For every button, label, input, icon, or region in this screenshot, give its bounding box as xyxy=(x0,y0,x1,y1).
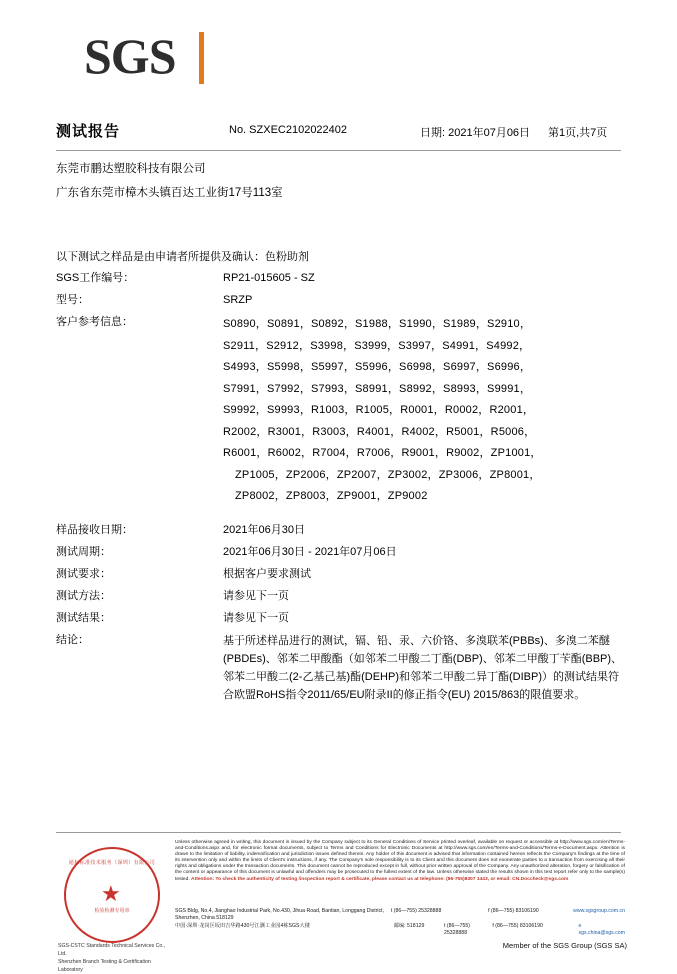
customer-reference-row xyxy=(56,314,626,508)
report-header xyxy=(56,120,626,146)
page-count: 第1页,共7页 xyxy=(548,127,608,139)
field-value: 请参见下一页 xyxy=(223,611,289,624)
star-icon: ★ xyxy=(101,881,121,906)
field-value: 请参见下一页 xyxy=(223,589,289,602)
field-label: 测试周期： xyxy=(56,545,111,558)
stamp-caption-line1: SGS-CSTC Standards Technical Services Co., Ltd. xyxy=(58,943,166,957)
field-value: SRZP xyxy=(223,294,253,306)
address-row xyxy=(175,923,625,938)
address-fax: f (86—755) 83106190 xyxy=(488,908,539,914)
address-cn: 中国·深圳·龙岗区坂田吉华路430号江灏工业园4栋SGS大楼 xyxy=(175,922,310,929)
list-item: S0890，S0891，S0892，S1988，S1990，S1989，S2910， xyxy=(223,318,532,330)
list-item: R2002，R3001，R3003，R4001，R4002，R5001，R5006， xyxy=(223,425,536,438)
conclusion-text: 基于所述样品进行的测试，镉、铅、汞、六价铬、多溴联苯(PBBs)、多溴二苯醚(PBDEs)、邻苯二甲酸酯（如邻苯二甲酸二丁酯(DBP)、邻苯二甲酸丁苄酯(BBP)、邻苯二甲酸二(2-乙基己基)酯(DEHP)和邻苯二甲酸二异丁酯(DIBP)）的测试结果符合欧盟RoHS指令2011/65/EU附录II的修正指令(EU) 2015/863的限值要求。 xyxy=(223,634,623,701)
list-item: S7991，S7992，S7993，S8991，S8992，S8993，S9991， xyxy=(223,382,532,395)
list-item: ZP8002，ZP8003，ZP9001，ZP9002 xyxy=(235,490,428,502)
disclaimer-text: Unless otherwise agreed in writing, this document is issued by the Company subject to its General Conditions of Service printed overleaf, available on request or accessible at http://www.sgs.com/en/Terms-and-Conditions.aspx and, for electronic format documents, subject to Terms and Conditions for Electronic Documents at http://www.sgs.com/en/Terms-and-Conditions/Terms-e-Document.aspx. Attention is drawn to the limitation of liability, indemnification and jurisdiction issues defined therein. Any holder of this document is advised that information contained hereon reflects the Company's findings at the time of its intervention only and within the limits of Client's instructions, if any. The Company's sole responsibility is to its Client and this document does not exonerate parties to a transaction from exercising all their rights and obligations under the transaction documents. This document cannot be reproduced except in full, without prior written approval of the Company. Any unauthorized alteration, forgery or falsification of the content or appearance of this document is unlawful and offenders may be prosecuted to the fullest extent of the law. Unless otherwise stated the results shown in this test report refer only to the sample(s) tested. xyxy=(175,840,625,882)
field-label: 测试要求： xyxy=(56,567,111,580)
sample-statement: 以下测试之样品是由申请者所提供及确认：色粉助剂 xyxy=(56,251,309,263)
field-label: 测试方法： xyxy=(56,589,111,602)
field-label: 结论： xyxy=(56,633,89,646)
list-item: S4993，S5998，S5997，S5996，S6998，S6997，S6996， xyxy=(223,361,532,373)
page-title: 测试报告 xyxy=(56,123,121,140)
address-fax: f (86—755) 83106190 xyxy=(492,922,543,929)
field-row xyxy=(56,270,626,286)
footer-divider xyxy=(56,832,621,833)
footer-disclaimer xyxy=(175,840,625,883)
list-item: S9992，S9993，R1003，R1005，R0001，R0002，R2001， xyxy=(223,404,535,416)
field-row xyxy=(56,610,626,626)
sgs-logo-accent-bar xyxy=(199,32,204,84)
field-value: 2021年06月30日 - 2021年07月06日 xyxy=(223,545,397,558)
address-zip: 邮编: 518129 xyxy=(393,922,425,929)
sgs-logo-text: SGS xyxy=(84,28,176,84)
company-address: 广东省东莞市樟木头镇百达工业街17号113室 xyxy=(56,187,283,199)
company-name: 东莞市鹏达塑胶科技有限公司 xyxy=(56,163,206,175)
field-value: RP21-015605 - SZ xyxy=(223,272,315,284)
address-tel: t (86—755) 25328888 xyxy=(444,922,470,937)
list-item: S2911，S2912，S3998，S3999，S3997，S4991，S4992， xyxy=(223,339,531,352)
report-date: 日期: 2021年07月06日 xyxy=(420,127,531,139)
stamp-caption-line2: Shenzhen Branch Testing & Certification Laboratory xyxy=(58,959,151,973)
field-label: 样品接收日期： xyxy=(56,523,133,536)
list-item: R6001，R6002，R7004，R7006，R9001，R9002，ZP1001， xyxy=(223,447,542,459)
address-row xyxy=(175,908,625,923)
field-label: 测试结果： xyxy=(56,611,111,624)
conclusion-row xyxy=(56,632,626,704)
field-row xyxy=(56,522,626,538)
field-row xyxy=(56,588,626,604)
field-row xyxy=(56,566,626,582)
field-label: 客户参考信息： xyxy=(56,316,133,328)
address-web[interactable]: www.sgsgroup.com.cn xyxy=(573,908,625,914)
field-value: 根据客户要求测试 xyxy=(223,567,311,580)
customer-reference-list xyxy=(223,314,626,508)
field-value: 2021年06月30日 xyxy=(223,523,305,536)
list-item: ZP1005，ZP2006，ZP2007，ZP3002，ZP3006，ZP8001， xyxy=(235,468,541,481)
report-number: No. SZXEC2102022402 xyxy=(229,124,348,136)
address-tel: t (86—755) 25328888 xyxy=(390,908,442,914)
spacer xyxy=(56,514,626,522)
address-en: SGS Bldg, No.4, Jianghao Industrial Park, No.430, Jihua Road, Bantian, Longgang District, Shenzhen, China 518129 xyxy=(175,908,385,922)
footer-attention: Attention: To check the authenticity of testing /inspection report & certificate, please contact us at telephone: (86-755)8307 1443, or email: CN.Doccheck@sgs.com xyxy=(191,876,569,882)
header-divider xyxy=(56,150,621,151)
member-statement: Member of the SGS Group (SGS SA) xyxy=(502,941,627,950)
address-email[interactable]: e sgs.china@sgs.com xyxy=(578,922,625,937)
report-fields xyxy=(56,270,626,710)
stamp-top-text: 通标标准技术服务（深圳）有限公司 xyxy=(68,860,156,866)
field-row xyxy=(56,292,626,308)
sgs-logo xyxy=(84,30,204,92)
stamp-mid-text: 检验检测专用章 xyxy=(94,908,130,914)
field-label: SGS工作编号： xyxy=(56,272,135,284)
field-row xyxy=(56,544,626,560)
field-label: 型号： xyxy=(56,294,89,306)
footer-address xyxy=(175,908,625,938)
